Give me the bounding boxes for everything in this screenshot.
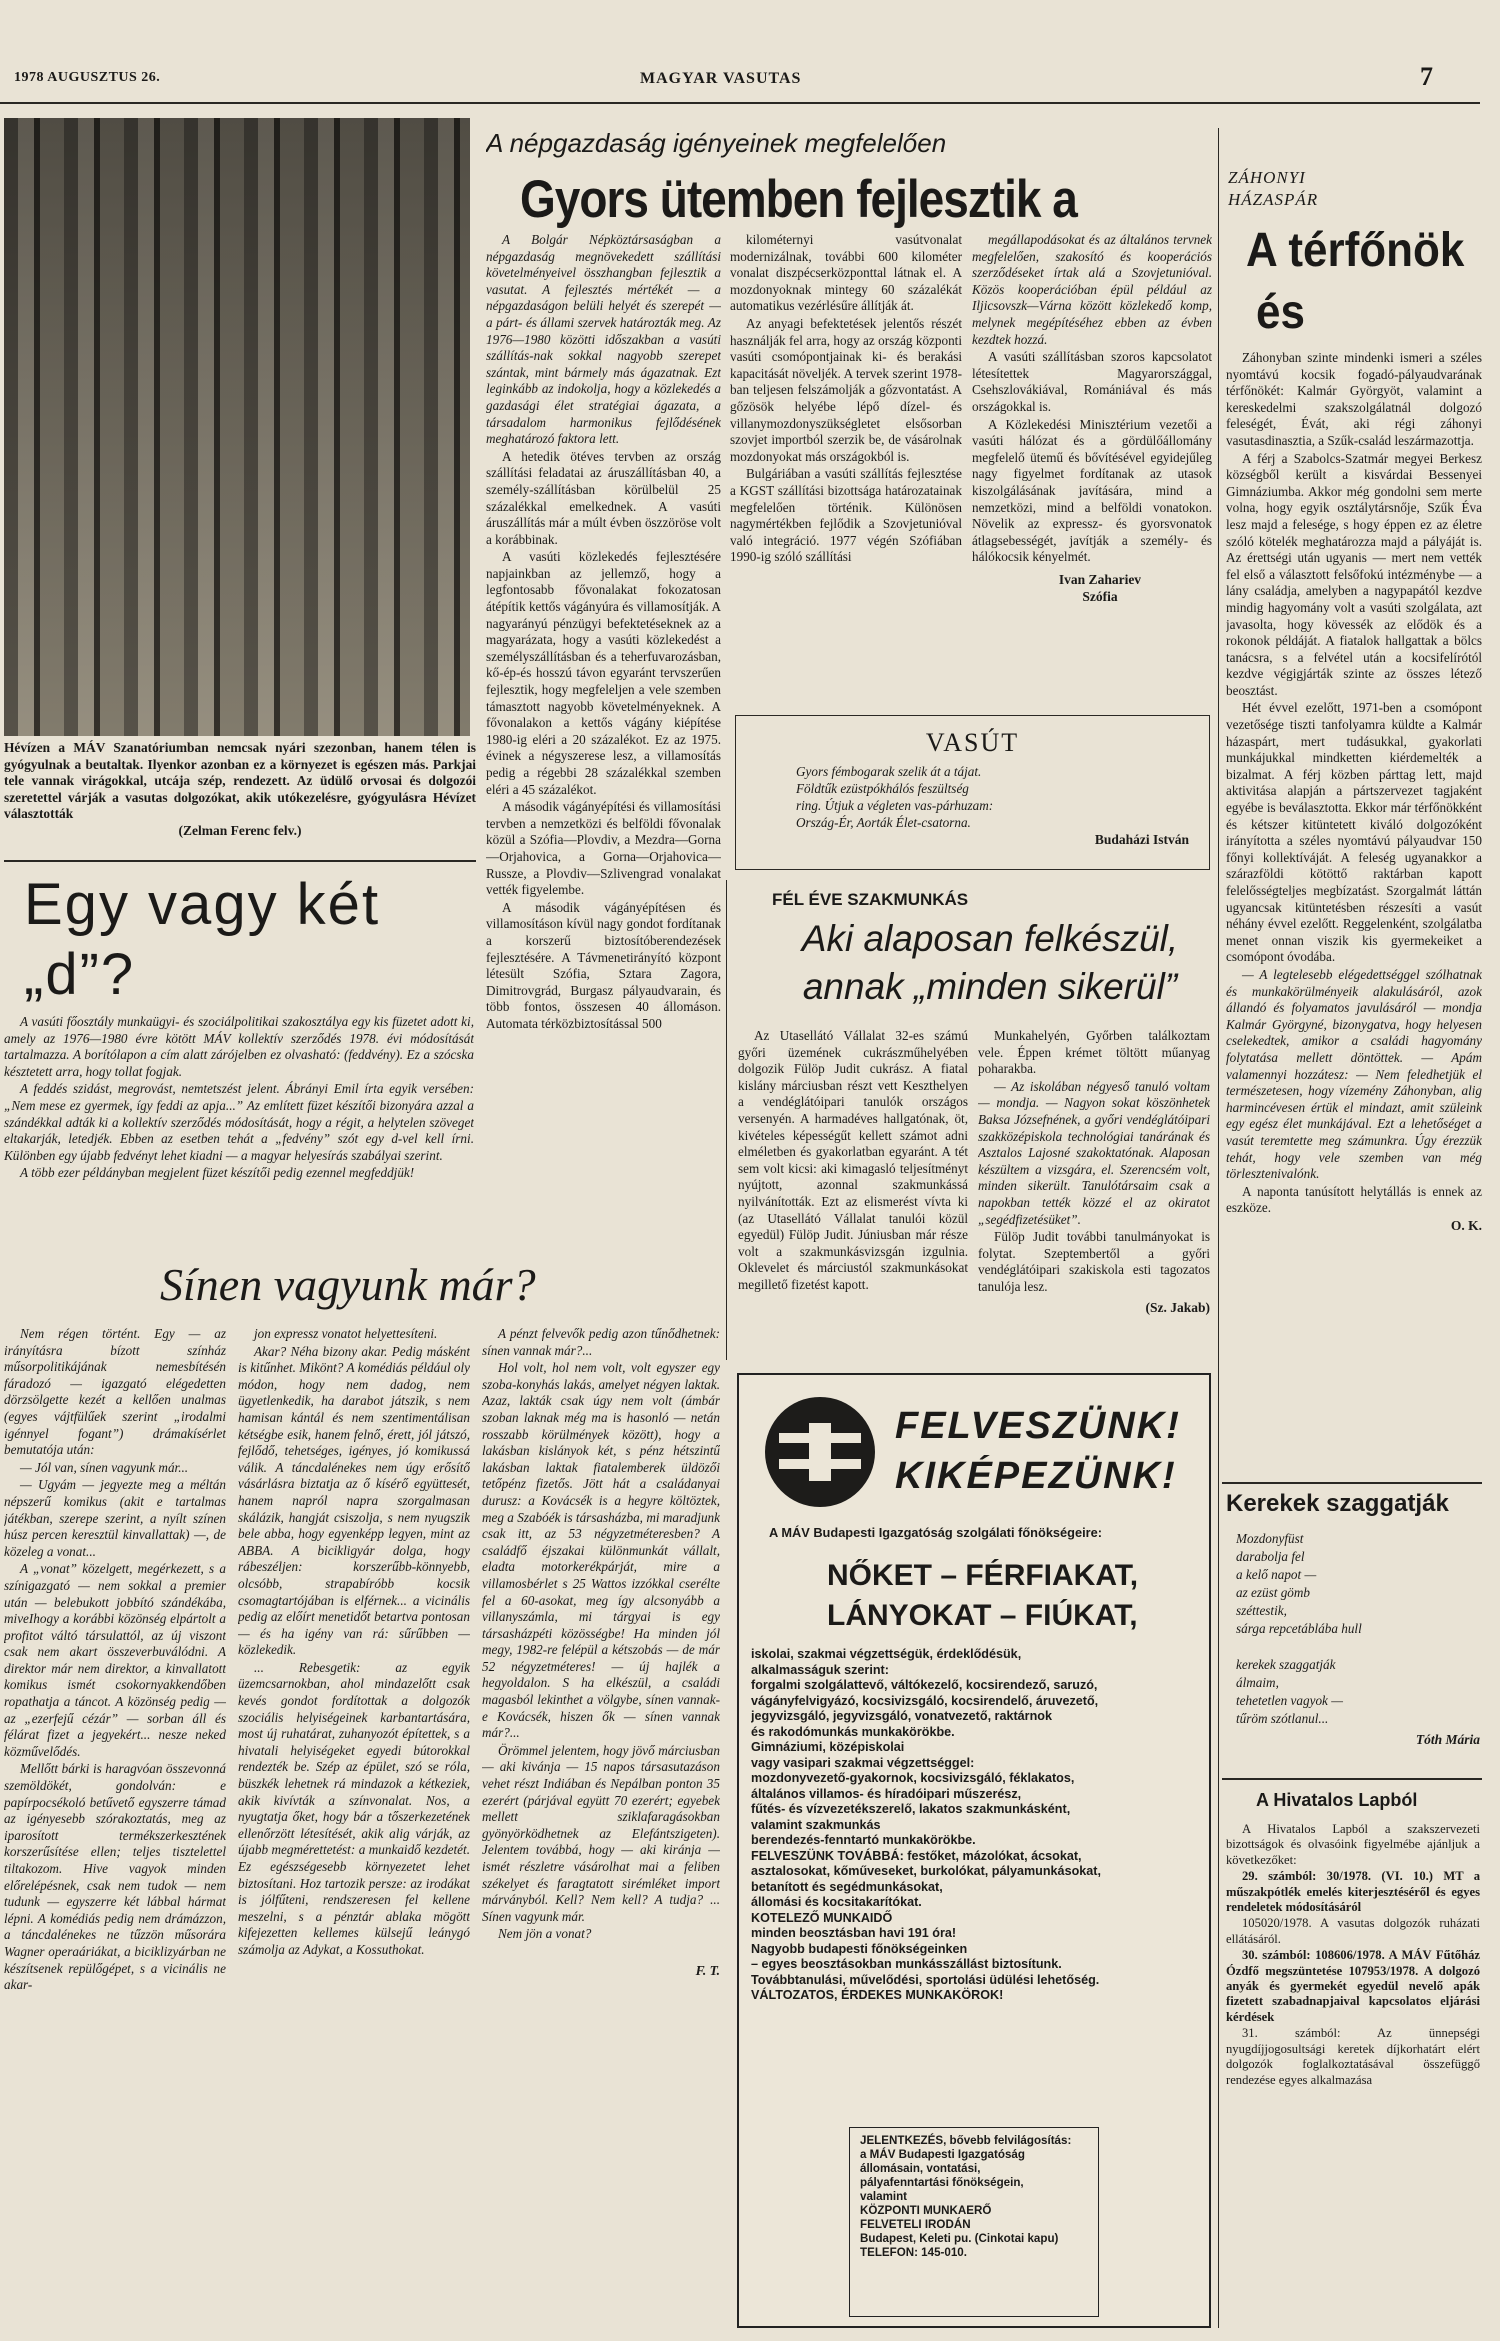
main-author: Ivan Zahariev [1058, 571, 1142, 587]
mav-logo [765, 1397, 875, 1507]
main-kicker: A népgazdaság igényeinek megfelelően [486, 128, 947, 158]
ad-body [751, 1647, 1201, 2127]
main-col1-p2: A hetedik ötéves tervben az ország szállítási feladatai az áruszállításban 40, a személy-szállításban körülbelül 25 százalékkal emelkednek. A vasúti áruszállítás már a múlt évben öszzöröse volt a korábbinak. [486, 448, 721, 547]
col-divider-mid [726, 880, 727, 1360]
ad-contact-line: FELVETELI IRODÁN [860, 2218, 971, 2231]
kerekek-rule [1222, 1482, 1482, 1484]
ad-contact-line: TELEFON: 145-010. [860, 2246, 967, 2259]
aki-col1-p1: Az Utasellátó Vállalat 32-es számú győri üzemének cukrászműhelyében dolgozik Fülöp Judit cukrász. A fiatal kislány márciusban részt vett Keszthelyen a vendéglátóipari tanulók országos versenyén. A harmadéves hallgatónak, öt, kivételes képességűt kellett számot adni elméletben és gyakorlatban egyaránt. A tét sem volt kicsi: aki kimagasló teljesítményt nyújtott, azonnal szakmunkássá nyilvánították. Ezt az elismerést vívta ki (az Utasellátó Vállalat tanulói közül egyedül) Fülöp Judit. Júniusban már része volt a szakmunkásvizsgán izgulnia. Oklevelet és márciustól szakmunkásokat megillető fizetést kapott. [738, 1028, 968, 1292]
kerekek-poem [1236, 1530, 1480, 1830]
kerekek-line: a kelő napot — [1236, 1567, 1317, 1582]
sinen-col1-p2: — Jól van, sínen vagyunk már... [20, 1459, 189, 1475]
zahonyi-p2: A férj a Szabolcs-Szatmár megyei Berkesz községből került a kisvárdai Bessenyei Gimnáziumba. Akkor még gondolni sem merte volna, hogy egyik osztálytársnője, Szűk Éva lesz majd a felesége, s hogy éppen ez az életre szóló kötelék meghatározza majd a pályáját is. Az érettségi után ugyanis — mert nem vették fel első a választott felsőfokú intézménybe — a lány családja, amelyben a nagypapától kezdve mindig hagyomány volt a vasúti szolgálata, azt javasolta, hogy kövessék az elődök és a rokonok példáját. A fiatalok hallgattak a bölcs tanácsra, s a felvétel után a kocsifelírótól kezdve végigjárták szinte az összes létező beosztást. [1226, 450, 1482, 698]
ad-contact-line: Budapest, Keleti pu. (Cinkotai kapu) [860, 2232, 1059, 2245]
zahonyi-p4: — A legtelesebb elégedettséggel szólhatnak és munkakörülményeik alakulásáról, azok állandó és folyamatos javulásáról — mondja Kalmár Györgyné, bizonygatva, hogy helyesen cselekedtek, amikor a családi hagyomány folytatása mellett döntöttek. — Apám valamennyi hozzátesz: — Nem feledhetjük el természetesen, hogy vízemény Záhonyban, alig harmincévesen értük el mindazt, amit szüleink egy egész élet munkájával. Ezt a lehetőséget a vasút teremtette meg számunkra. Úgy érezzük tehát, hogy vele szemben van még törlesztenivalónk. [1226, 966, 1482, 1182]
zahonyi-p3: Hét évvel ezelőtt, 1971-ben a csomópont vezetősége tiszti tanfolyamra küldte a Kalmár házaspárt, mert tudásukkal, gyakorlati munkájukkal mindketten kiérdemelték a bizalmat. A férj közben párttag lett, majd aktivitása alapján a pártszervezet tagjaként egyébe is beválasztotta. Ekkor már térfőnökként és kétszer kitüntetett kiváló dolgozóként irányította a széles nyomtávú pályaudvar 150 főnyi kollektíváját. A feleség ugyanakkor a szárazföldi kötöttő raktárban kapott felelősségteljes megbízatást. Szorgalmát láttán ugyancsak kitüntetésben részesíti a vasút néhány évvel ezelőtt. Reggelenként, szolgálatba menet onnan viszik kis gyermekeiket a csomópont óvodába. [1226, 700, 1482, 965]
kerekek-line [1236, 1638, 1480, 1655]
sinen-col2-p2: Akar? Néha bizony akar. Pedig másként is kitűnhet. Mikönt? A komédiás például oly módon, hogy nem dadog, nem ügyetlenkedik, ha darabot játszik, s nem hamisan kántál és nem szentimentálisan kétségbe esik, hanem felnő, érett, jól játszó, fejlődő, tehetséges, igényes, jó komikussá válik. A táncdalénekes nem úgy erősítő vásárlásra biztatja az ő kísérő együttesét, hanem napról napra szorgalmasan skálázik, hangját csiszolja, s nem nyugszik bele abba, hogy egyenképp legyen, mint az ABBA. A bicikligyár dolga, hogy rábeszéljen: korszerűbb-könnyebb, olcsóbb, strapabíróbb kocsik csomagtartójában is elférnek... a vicinális pedig az előírt menetidőt betartva pontosan — és ha igény van rá: sűrűbben — közlekedik. [238, 1343, 470, 1658]
sinen-col3-p2: Hol volt, hol nem volt, volt egyszer egy szoba-konyhás lakás, amelyet négyen laktak. Azaz, lakták csak úgy nem volt (ámbár szoban laknak még ma is hasonló — netán rosszabb körülmények között), hogy a lakásban kislányok két, s pénz hétszintű lakásban laktak fiatalemberek üldözői tetőpénz fizetős. Jött hát a családanyai durusz: a Kovácsék is a hegyre költöztek, meg a Szabóék is társasházba, mi maradjunk csak itt, az 53 négyzetméteresben? A családfő éjszakai különmunkát vállalt, eladta motorkerékpárját, mire a villamosbérlet s 25 Wattos izzókkal cserélte fel a 60-asokat, meg így alcsonyább a villanyszámla, mi tárgyai is egy társasházpéti közösségbe! Ha minden jól megy, 1982-re felépül a kétszobás — de már 52 négyzetméteres! — új hajlék a hegyoldalon. S ha elkészül, a családi magasból lekinthet a völgybe, sínen vannak-e Kovácsék, hiszen ők — sínen vannak már?... [482, 1360, 720, 1741]
zahonyi-headline-1: A térfőnök [1246, 223, 1465, 278]
aki-author: (Sz. Jakab) [1145, 1299, 1210, 1315]
kerekek-line: széttestik, [1236, 1603, 1287, 1618]
zahonyi-headline-2: és [1256, 285, 1305, 340]
main-headline: Gyors ütemben fejlesztik a [520, 168, 1077, 229]
sinen-col2-p3: ... Rebesgetik: az egyik üzemcsarnokban, ahol mindazelőtt csak kevés gondot fordítottak a dolgozók szociális helyiségeinek karbantartására, most új ruhatárat, zuhanyozót építettek, s a hivatali helyiségeket egyedi bútorokkal rendezték be. Szép az épület, szó se róla, büszkék lehetnek rá mindazok a kétkeziek, akik kivívták a színvonalat. Nos, a nyugtatja őket, hogy bár a tőszerkezetének ellenőrzött létesítését, akik alig várják, az újabb megmérettetést: a munkaidő kezdetét. Ez egészségesebb környezetet lehet biztosítani. Hoz tartozik persze: az irodákat is jólfűteni, rendszeresen fel kellene meszelni, s a pénztár ablaka mögött kifejezetten kellemes külsejű leánygó számolja az Adykat, a Kossuthokat. [238, 1659, 470, 1957]
kerekek-line: Mozdonyfüst [1236, 1531, 1304, 1546]
ad-line: forgalmi szolgálattevő, váltókezelő, kocsirendező, saruzó, [751, 1678, 1098, 1692]
ad-line: állomási és kocsitakarítókat. [751, 1895, 922, 1909]
main-col3-p3: A Közlekedési Minisztérium vezetői a vasúti hálózat és a gördülőállomány megfelelő ütemű és bővítésével egyidejűleg nagy figyelmet fordítanak az utasok kiszolgálásának javítására, mind a nemzetközi, mind a belföldi vonatokon. Növelik az expressz- és gyorsvonatok átlagsebességét, javítják a személy- és hálókocsik kényelmét. [972, 416, 1212, 565]
ad-line: iskolai, szakmai végzettségük, érdeklődésük, [751, 1647, 1022, 1661]
aki-kicker: FÉL ÉVE SZAKMUNKÁS [772, 890, 969, 909]
main-city: Szófia [1082, 589, 1118, 605]
kerekek-headline: Kerekek szaggatják [1226, 1490, 1449, 1517]
ad-line: alkalmasságuk szerint: [751, 1662, 889, 1677]
paper-name: MAGYAR VASUTAS [640, 70, 802, 87]
ad-line: minden beosztásban havi 191 óra! [751, 1926, 957, 1940]
ad-line: fűtés- és vízvezetékszerelő, lakatos szakmunkásként, [751, 1802, 1071, 1816]
vasut-line-3: ring. Útjuk a végleten vas-párhuzam: [796, 798, 994, 813]
hivatalos-p5: 31. számból: Az ünnepségi nyugdíjjogosultsági keretek díjkorhatárt elért dolgozók foglalkoztatásával összefüggő rendezése egyes alkalmazása [1226, 2026, 1480, 2087]
hivatalos-headline: A Hivatalos Lapból [1256, 1790, 1418, 1810]
ad-line: mozdonyvezető-gyakornok, kocsivizsgáló, féklakatos, [751, 1771, 1075, 1785]
vasut-poem-box [735, 715, 1210, 870]
ad-big-1: NŐKET – FÉRFIAKAT, [827, 1559, 1139, 1592]
sinen-col1-p3: — Ugyám — jegyezte meg a méltán népszerű komikus (akit e tartalmas játékban, szerepe szerint, a nyílt színen húsz percen keresztül kinvallattak) —, de közeleg a vonat... [4, 1477, 226, 1559]
ad-line: asztalosokat, kőműveseket, burkolókat, pályamunkásokat, [751, 1864, 1101, 1878]
zahonyi-author: O. K. [1450, 1217, 1482, 1233]
ad-line: Gimnáziumi, középiskolai [751, 1740, 905, 1754]
ad-line: – egyes beosztásokban munkásszállást biztosítunk. [751, 1957, 1062, 1971]
hivatalos-p2: 29. számból: 30/1978. (VI. 10.) MT a műszakpótlék emelés kiterjesztéséről és egyes rendeletek módosításáról [1226, 1869, 1480, 1915]
ad-contact-line: JELENTKEZÉS, bővebb felvilágosítás: [860, 2134, 1072, 2147]
hivatalos-p4: 30. számból: 108606/1978. A MÁV Fűtőház Ózdfő megszüntetése 107953/1978. A dolgozó anyák és gyermekét egyedül nevelő apák fizetett szabadnapjaival kapcsolatos eljárási kérdések [1226, 1948, 1480, 2024]
sinen-col1-p1: Nem régen történt. Egy — az irányításra bízott színház műsorpolitikájának nemesbítésén fáradozó — igazgató elégedetten dörzsölgette kezét a kellően unalmas (egyes vájtfülűek szerint „irodalmi igénnyel fogant”) drámakísérlet bemutatója után: [4, 1326, 226, 1458]
zahonyi-p1: Záhonyban szinte mindenki ismeri a széles nyomtávú kocsik fogadó-pályaudvarának térfőnökét: Kalmár Györgyöt, valamint a kereskedelmi szakszolgálatnál dolgozó feleségét, Évát, aki régi záhonyi vasutasdinasztia, a Szűk-család leszármazottja. [1226, 350, 1482, 448]
main-col1-p5: A második vágányépítésen és villamosításon kívül nagy gondot fordítanak a korszerű biztosítóberendezések fejlesztésére. A Távmenetirányító központ létesült Szófia, Sztara Zagora, Dimitrovgrád, Burgasz pályaudvarain, és több fontos, összesen 40 állomáson. Automata térközbiztosítással 500 [486, 899, 721, 1031]
sinen-col1-p4: A „vonat” közelgett, megérkezett, s a színigazgató — nem sokkal a premier után — belebukott jobbító szándékába, miveIhogy a korábbi közönség elpártolt a profitot váltó társulattól, az új viszont csak nem akart összeverbuválódni. A direktor már nem direktor, a kinvallatott komikus ismét csokornyakkendőben ropathatja a táncot. A közönség pedig — az „ezerfejű cézár” — sorban áll és félárat fizet a jegyekért... nesze neked közművelődés. [4, 1561, 226, 1759]
vasut-line-4: Ország-Ér, Aorták Élet-csatorna. [796, 815, 971, 830]
mav-logo-center [809, 1423, 831, 1481]
zahonyi-kicker-2: HÁZASPÁR [1228, 190, 1319, 209]
ad-contact-line: pályafenntartási főnökségein, [860, 2176, 1024, 2189]
egy-d-paragraph-3: A több ezer példányban megjelent füzet készítői pedig ezennel megfeddjük! [20, 1165, 415, 1181]
main-col-1 [486, 232, 721, 1232]
hivatalos-p3: 105020/1978. A vasutas dolgozók ruházati ellátásáról. [1226, 1916, 1480, 1946]
ad-contact-box [849, 2127, 1099, 2317]
right-col-divider [1218, 128, 1219, 2328]
main-col1-p4: A második vágányépítési és villamosítási tervben a nemzetközi és belföldi fővonalak közül a Szófia—Plovdiv, a Mezdra—Gorna—Orjahovica, a Gorna—Orjahovica—Russze, a Plovdiv—Szlivengrad vonalakat vették figyelembe. [486, 799, 721, 898]
kerekek-line: sárga repcetáblába hull [1236, 1621, 1362, 1636]
ad-felveszunk: FELVESZÜNK! [895, 1405, 1181, 1447]
ad-line: vagy vasipari szakmai végzettséggel: [751, 1755, 975, 1770]
kerekek-line: darabolja fel [1236, 1549, 1305, 1564]
zahonyi-body [1226, 350, 1482, 1480]
ad-big-2: LÁNYOKAT – FIÚKAT, [827, 1599, 1138, 1632]
sinen-col1-p5: Mellőtt bárki is haragvóan összevonná szemöldökét, gondolván: e papírpocsékoló betűvető egyszerre támad az igényesebb szórakoztatás, meg az iparosított termékszerkesztének korszerűsítése ellen; teljes tisztelettel tiltakozom. Hive vagyok minden előrelépésnek, csak nem tudok — nem tudunk — egyszerre két lábbal hármat lépni. A komédiás pedig nem drámázzon, a táncdalénekes ne tűzzön műsorára Wagner operaáriákat, a biciklizyárban ne készítsenek repülőgépet, s a vicinális ne akar- [4, 1761, 226, 1993]
zahonyi-kicker-1: ZÁHONYI [1228, 168, 1306, 187]
main-col1-p1: A Bolgár Népköztársaságban a népgazdaság megnövekedett szállítási követelményeivel összhangban fejlesztik a vasutat. A fejlesztés mértékét — a népgazdaságon belüli helyét és szerepét — a párt- és állami szervek határozták meg. Az 1976—1980 közötti időszakban a vasúti szállítás-nak sokkal nagyobb szerepet szántak, mint bármely más ágazatnak. Ezt leginkább az indokolja, hogy a közlekedés a gazdasági élet stratégiai ágazata, a társadalom harmonikus fejlődésének meghatározó faktora lett. [486, 232, 721, 447]
vasut-title: VASÚT [925, 728, 1020, 757]
ad-kikepezunk: KIKÉPEZÜNK! [895, 1455, 1177, 1497]
main-col3-p1: megállapodásokat és az általános tervnek megfelelően, szakosító és kooperációs szerződéseket írtak alá a Szovjetunióval. Közös kooperációban épül például az Iljicsovszk—Várna között közlekedő komp, melynek megépítéséhez ebben az évben kezdtek hozzá. [972, 232, 1212, 347]
egy-d-paragraph-1: A vasúti főosztály munkaügyi- és szociálpolitikai szakosztálya egy kis füzetet adott ki, amely az 1976—1980 évre kötött MÁV kollektív szerződés 1978. évi módosítását tartalmazza. A borítólapon a cím alatt zárójelben ez olvasható: (feddvény). Ez a szócska késztetett arra, hogy tollat fogjak. [4, 1014, 474, 1079]
ad-line: általános villamos- és híradóipari műszerész, [751, 1786, 1022, 1801]
sinen-col3-p4: Nem jön a vonat? [498, 1926, 592, 1942]
kerekek-line: álmaim, [1236, 1675, 1279, 1690]
ad-contact-line: a MÁV Budapesti Igazgatóság [860, 2148, 1025, 2161]
sinen-col-1 [4, 1326, 226, 2326]
header-rule [0, 102, 1480, 104]
photo-caption-text: Hévízen a MÁV Szanatóriumban nemcsak nyári szezonban, hanem télen is gyógyulnak a beutaltak. Ilyenkor azonban ez a környezet is egészen más. Parkjai tele vannak virágokkal, utcája szép, rendezett. Az üdülő orvosai és dolgozói szeretettel várják a vasutas dolgozókat, akik utókezelésre, gyógyulásra Hévízet választották [4, 740, 476, 821]
sanatorium-photo [4, 118, 470, 736]
photo-caption [4, 740, 476, 850]
kerekek-line: kerekek szaggatják [1236, 1657, 1336, 1672]
ad-line: betanított és segédmunkásokat, [751, 1879, 943, 1894]
egy-vagy-ket-d-article [4, 870, 474, 1240]
main-col1-p3: A vasúti közlekedés fejlesztésére napjainkban az jellemző, hogy a legfontosabb fővonalakat fokozatosan átépítik kettős vágányúra és villamosítják. A nagyarányú pénzügyi befektetéseknek az a magyarázata, hogy a vasúti közlekedést a személyszállításban és a teherfuvarozásban, kő-ép-és hosszú távon egyaránt tervszerűen fejlesztik, hogy megfeleljen a vele szemben támasztott nagyobb követelményeknek. A fővonalakon a kettős vágány kiépítése 1980-ig eléri a 20 százalékot. Ez az 1975. évinek a négyszerese lesz, a villamosítás pedig a régebbi 28 százalékkal szemben eléri a 45 százalékot. [486, 549, 721, 797]
aki-col2-p1: Munkahelyén, Győrben találkoztam vele. Éppen krémet töltött műanyag poharakba. [978, 1028, 1210, 1077]
page-header [0, 60, 1500, 100]
aki-col-1 [738, 1028, 968, 1348]
ad-contact-line: KÖZPONTI MUNKAERŐ [860, 2204, 992, 2217]
ad-line: vágányfelvigyázó, kocsivizsgáló, kocsirendelő, áruvezető, [751, 1693, 1099, 1708]
sinen-headline: Sínen vagyunk már? [160, 1259, 536, 1310]
aki-col2-p3: Fülöp Judit további tanulmányokat is folytat. Szeptembertől a győri vendéglátóipari szakiskola esti tagozatos tanulója lesz. [978, 1229, 1210, 1294]
egy-d-paragraph-2: A feddés szidást, megrovást, nemtetszést jelent. Ábrányi Emil írta egyik versében: „Nem mese ez gyermek, így feddi az apja...” Az említett füzet készítői bizonyára azzal a szándékkal adták ki a kollektív szerződés módosítását, hogy a régit, a helytelen szöveget eltakarják, letedjék. Ebben az esetben tehát a „fedvény” szót egy d-vel kell írni. Különben egy újabb fedvényt lehet kiadni — a magyar helyesírás szabályai szerint. [4, 1081, 474, 1163]
ad-contact-line: valamint [860, 2190, 908, 2203]
caption-rule [4, 860, 476, 862]
vasut-line-1: Gyors fémbogarak szelik át a tájat. [796, 764, 982, 779]
ad-line: jegyvizsgáló, jegyvizsgáló, vonatvezető, raktárnok [751, 1709, 1052, 1723]
aki-headline-1: Aki alaposan felkészül, [801, 918, 1179, 959]
hivatalos-p1: A Hivatalos Lapból a szakszervezeti bizottságok és olvasóink figyelmébe ajánljuk a következőket: [1226, 1822, 1480, 1867]
aki-headline-2: annak „minden sikerül” [802, 966, 1178, 1007]
ad-line: Nagyobb budapesti főnökségeinken [751, 1941, 968, 1956]
aki-col2-p2: — Az iskolában négyeső tanuló voltam — mondja. — Nagyon sokat köszönhetek Baksa Józsefnének, a győri vendéglátóipari szakközépiskola technológiai tanárának és Asztalos Lajosné szakoktatónak. Alaposan készültem a vizsgára, el. Szerencsém volt, minden sikerült. Tanulótársaim csak a napokban tették közzé el az okiratot „segédfizetésüket”. [978, 1078, 1210, 1227]
sinen-col3-p1: A pénzt felvevők pedig azon tűnődhetnek: sínen vannak már?... [482, 1326, 720, 1358]
aki-col-2 [978, 1028, 1210, 1348]
ad-line: FELVESZÜNK TOVÁBBÁ: festőket, mázolókat, ácsokat, [751, 1848, 1082, 1863]
main-col-3 [972, 232, 1212, 692]
kerekek-line: tehetetlen vagyok — [1236, 1693, 1343, 1708]
ad-line: KOTELEZŐ MUNKAIDŐ [751, 1910, 893, 1925]
egy-vagy-ket-d-headline: Egy vagy két „d”? [24, 872, 381, 1007]
ad-line: VÁLTOZATOS, ÉRDEKES MUNKAKÖROK! [751, 1988, 1004, 2002]
hivatalos-rule [1222, 1778, 1482, 1780]
ad-line: és rakodómunkás munkakörökbe. [751, 1724, 955, 1739]
recruitment-ad [737, 1373, 1211, 2328]
sinen-col3-p3: Örömmel jelentem, hogy jövő márciusban — aki kivánja — 15 napos társasutazáson vehet részt Indiában és Nepálban ponton 35 ezerért (párjával együtt 70 ezerért; egyebek mellett sziklafaragásokban gyönyörködhetnek az Elefántszigeten). Jelentem továbbá, hogy — aki kiránja — ismét részletre vásárolhat mai a feliben székelyet és faragtatott sirémléket import márványból. Kell? Nem kell? A tudja? ... Sínen vagyunk már. [482, 1742, 720, 1924]
kerekek-line: az ezüst gömb [1236, 1585, 1310, 1600]
sinen-col-2 [238, 1326, 470, 2326]
ad-line: valamint szakmunkás [751, 1817, 881, 1832]
zahonyi-p5: A naponta tanúsított helytállás is ennek az eszköze. [1226, 1183, 1482, 1216]
page-number: 7 [1420, 62, 1433, 91]
main-col2-p1: kilométernyi vasútvonalat modernizálnak, további 600 kilométer vonalat diszpécserközponttal látnak el. A mozdonyoknak mintegy 60 százalékát automatikus vezérlésűre állítják át. [730, 232, 962, 314]
ad-line: Továbbtanulási, művelődési, sportolási üdülési lehetőség. [751, 1972, 1100, 1987]
ad-intro: A MÁV Budapesti Igazgatóság szolgálati főnökségeire: [769, 1525, 1103, 1540]
main-col2-p3: Bulgáriában a vasúti szállítás fejlesztése a KGST szállítási bizottsága határozatainak megfelelően történik. Különösen nagymértékben fejlődik a Szovjetunióval való integráció. 1977 végén Szófiában 1990-ig szóló szállítási [730, 466, 962, 565]
main-col-2 [730, 232, 962, 692]
kerekek-author: Tóth Mária [1415, 1732, 1480, 1747]
issue-date: 1978 AUGUSZTUS 26. [14, 70, 161, 85]
hivatalos-body [1226, 1822, 1480, 2322]
sinen-author: F. T. [695, 1962, 720, 1978]
main-col3-p2: A vasúti szállításban szoros kapcsolatot létesítettek Magyarországgal, Csehszlovákiával, Romániával és más országokkal is. [972, 349, 1212, 414]
ad-line: berendezés-fenntartó munkakörökbe. [751, 1833, 976, 1847]
vasut-line-2: Földtűk ezüstpókhálós feszültség [796, 781, 969, 796]
ad-contact-line: állomásain, vontatási, [860, 2162, 981, 2175]
main-col2-p2: Az anyagi befektetések jelentős részét használják fel arra, hogy az ország központi vasúti csomópontjainak ki- és berakási kapacitását növeljék. A tervek szerint 1978-ban teljesen felszámolják a gőzvontatást. A gőzösök helyébe lépő dízel- és villanymozdonyszükségletet elsősorban szovjet importból szerzik be, de vásárolnak mozdonyokat más országokból is. [730, 315, 962, 464]
vasut-author: Budaházi István [1094, 832, 1189, 847]
photo-credit: (Zelman Ferenc felv.) [178, 822, 302, 838]
sinen-col-3 [482, 1326, 720, 2326]
kerekek-line: tűröm szótlanul... [1236, 1711, 1329, 1726]
sinen-col2-p1: jon expressz vonatot helyettesíteni. [254, 1326, 438, 1341]
